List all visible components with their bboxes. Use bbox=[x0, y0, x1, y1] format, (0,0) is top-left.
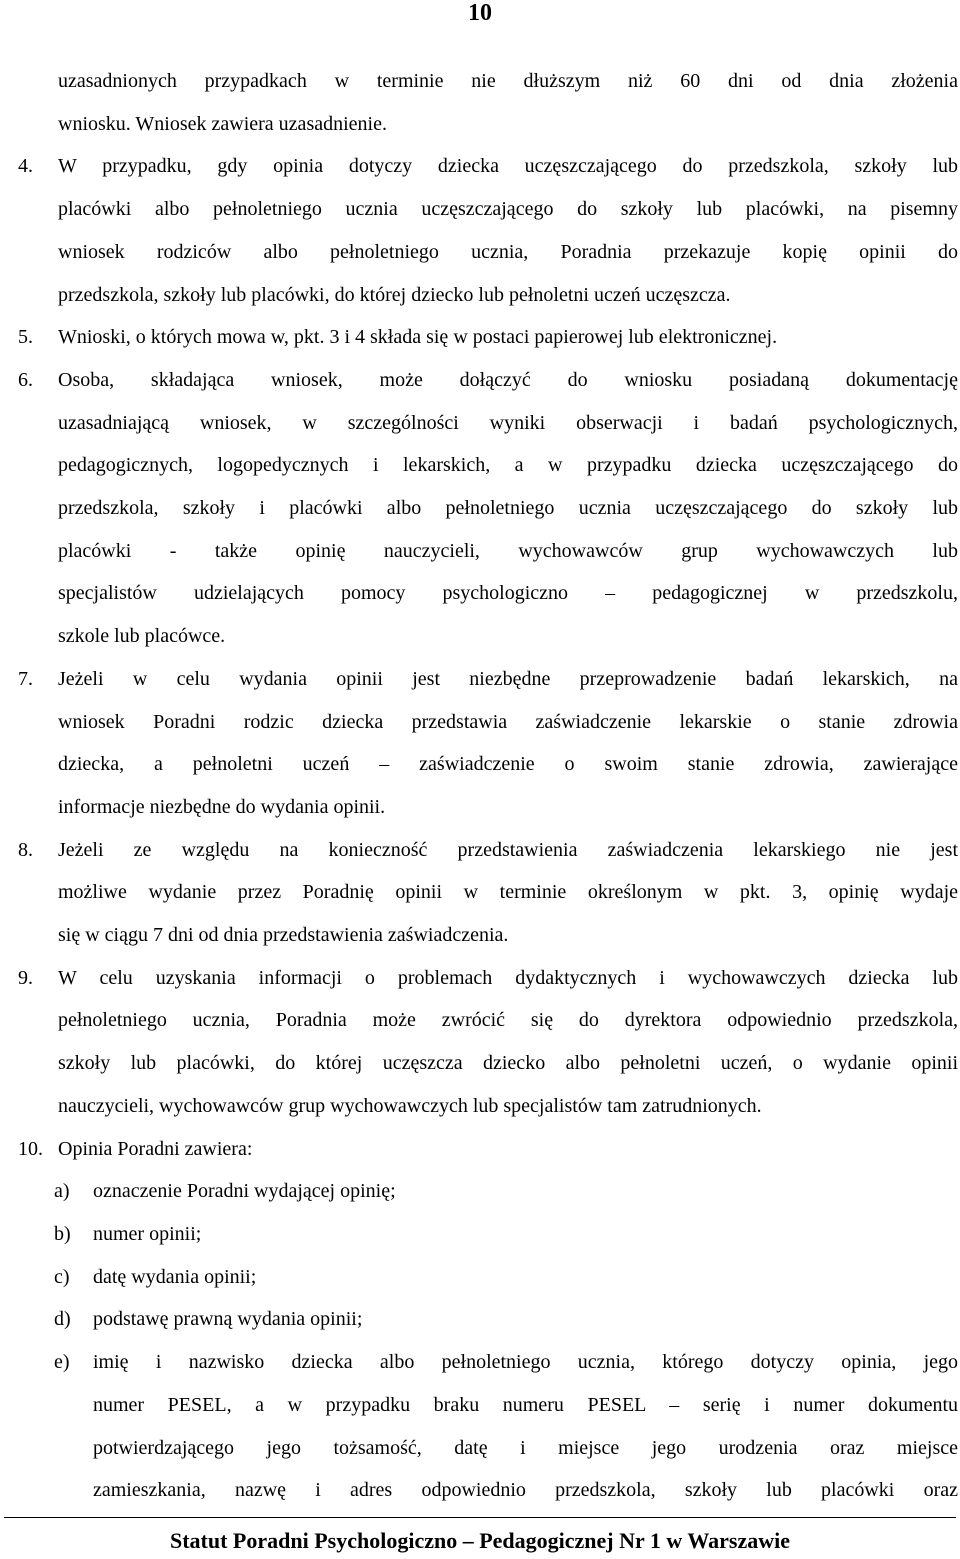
item-text bbox=[58, 60, 958, 145]
item-text bbox=[93, 1170, 958, 1213]
text-line: placówki albo pełnoletniego ucznia uczęszczającego do szkoły lub placówki, na pisemny bbox=[58, 198, 958, 221]
list-item bbox=[18, 1298, 958, 1341]
text-line: Jeżeli ze względu na konieczność przedstawienia zaświadczenia lekarskiego nie jest bbox=[58, 838, 958, 861]
item-number: a) bbox=[54, 1180, 70, 1203]
text-line: numer PESEL, a w przypadku braku numeru PESEL – serię i numer dokumentu bbox=[93, 1393, 958, 1416]
text-line: nauczycieli, wychowawców grup wychowawczych lub specjalistów tam zatrudnionych. bbox=[58, 1094, 762, 1117]
item-number: e) bbox=[54, 1351, 70, 1374]
paragraph bbox=[18, 359, 958, 658]
text-line: szkoły lub placówki, do której uczęszcza dziecko albo pełnoletni uczeń, o wydanie opinii bbox=[58, 1052, 958, 1075]
item-number bbox=[18, 60, 58, 145]
text-line: dziecka, a pełnoletni uczeń – zaświadczenie o swoim stanie zdrowia, zawierające bbox=[58, 753, 958, 776]
item-text bbox=[58, 359, 958, 658]
text-line: informacje niezbędne do wydania opinii. bbox=[58, 795, 386, 818]
item-text bbox=[93, 1298, 958, 1341]
text-line: oznaczenie Poradni wydającej opinię; bbox=[93, 1180, 396, 1203]
page-number: 10 bbox=[468, 0, 492, 26]
subitem-list bbox=[18, 1170, 958, 1512]
item-number: c) bbox=[54, 1265, 70, 1288]
text-line: wniosek Poradni rodzic dziecka przedstawia zaświadczenie lekarskie o stanie zdrowia bbox=[58, 710, 958, 733]
text-line: placówki - także opinię nauczycieli, wychowawców grup wychowawczych lub bbox=[58, 539, 958, 562]
item-number: b) bbox=[54, 1222, 71, 1245]
text-line: się w ciągu 7 dni od dnia przedstawienia zaświadczenia. bbox=[58, 924, 509, 947]
item-number: 6. bbox=[18, 368, 33, 391]
item-number: 7. bbox=[18, 667, 33, 690]
text-line: zamieszkania, nazwę i adres odpowiednio przedszkola, szkoły lub placówki oraz bbox=[93, 1479, 958, 1502]
document-body bbox=[18, 60, 958, 1512]
list-item bbox=[18, 1341, 958, 1512]
list-item bbox=[18, 1256, 958, 1299]
text-line: wniosku. Wniosek zawiera uzasadnienie. bbox=[58, 112, 387, 135]
text-line: Wnioski, o których mowa w, pkt. 3 i 4 składa się w postaci papierowej lub elektronicznej. bbox=[58, 326, 778, 349]
text-line: Opinia Poradni zawiera: bbox=[58, 1137, 253, 1160]
item-text bbox=[58, 829, 958, 957]
item-text bbox=[93, 1256, 958, 1299]
list-item bbox=[18, 1213, 958, 1256]
text-line: pełnoletniego ucznia, Poradnia może zwrócić się do dyrektora odpowiednio przedszkola, bbox=[58, 1009, 958, 1032]
item-number: 8. bbox=[18, 838, 33, 861]
paragraph bbox=[18, 957, 958, 1128]
text-line: W celu uzyskania informacji o problemach dydaktycznych i wychowawczych dziecka lub bbox=[58, 966, 958, 989]
text-line: przedszkola, szkoły i placówki albo pełnoletniego ucznia uczęszczającego do szkoły lub bbox=[58, 497, 958, 520]
item-text bbox=[58, 658, 958, 829]
text-line: pedagogicznych, logopedycznych i lekarskich, a w przypadku dziecka uczęszczającego do bbox=[58, 454, 958, 477]
paragraph bbox=[18, 829, 958, 957]
text-line: przedszkola, szkoły lub placówki, do której dziecko lub pełnoletni uczeń uczęszcza. bbox=[58, 283, 731, 306]
paragraph bbox=[18, 1128, 958, 1171]
text-line: podstawę prawną wydania opinii; bbox=[93, 1308, 363, 1331]
footer-divider bbox=[4, 1517, 956, 1518]
text-line: specjalistów udzielających pomocy psychologiczno – pedagogicznej w przedszkolu, bbox=[58, 582, 958, 605]
item-number: 5. bbox=[18, 326, 33, 349]
paragraph bbox=[18, 658, 958, 829]
item-text bbox=[58, 145, 958, 316]
text-line: imię i nazwisko dziecka albo pełnoletniego ucznia, którego dotyczy opinia, jego bbox=[93, 1351, 958, 1374]
paragraph-list bbox=[18, 60, 958, 1170]
text-line: szkole lub placówce. bbox=[58, 625, 226, 648]
item-text bbox=[58, 1128, 958, 1171]
text-line: uzasadniającą wniosek, w szczególności wyniki obserwacji i badań psychologicznych, bbox=[58, 411, 958, 434]
item-text bbox=[93, 1341, 958, 1512]
item-number: 4. bbox=[18, 155, 33, 178]
text-line: uzasadnionych przypadkach w terminie nie dłuższym niż 60 dni od dnia złożenia bbox=[58, 70, 958, 92]
text-line: Jeżeli w celu wydania opinii jest niezbędne przeprowadzenie badań lekarskich, na bbox=[58, 667, 958, 690]
item-text bbox=[58, 316, 958, 359]
item-text bbox=[93, 1213, 958, 1256]
text-line: Osoba, składająca wniosek, może dołączyć do wniosku posiadaną dokumentację bbox=[58, 368, 958, 391]
text-line: wniosek rodziców albo pełnoletniego ucznia, Poradnia przekazuje kopię opinii do bbox=[58, 240, 958, 263]
paragraph bbox=[18, 60, 958, 145]
text-line: W przypadku, gdy opinia dotyczy dziecka uczęszczającego do przedszkola, szkoły lub bbox=[58, 155, 958, 178]
text-line: możliwe wydanie przez Poradnię opinii w terminie określonym w pkt. 3, opinię wydaje bbox=[58, 881, 958, 904]
item-number: 9. bbox=[18, 966, 33, 989]
footer-title: Statut Poradni Psychologiczno – Pedagogicznej Nr 1 w Warszawie bbox=[169, 1528, 791, 1553]
item-number: d) bbox=[54, 1308, 71, 1331]
text-line: numer opinii; bbox=[93, 1222, 202, 1245]
paragraph bbox=[18, 145, 958, 316]
paragraph bbox=[18, 316, 958, 359]
text-line: potwierdzającego jego tożsamość, datę i miejsce jego urodzenia oraz miejsce bbox=[93, 1436, 958, 1459]
item-number: 10. bbox=[18, 1137, 43, 1160]
list-item bbox=[18, 1170, 958, 1213]
text-line: datę wydania opinii; bbox=[93, 1265, 257, 1288]
item-text bbox=[58, 957, 958, 1128]
